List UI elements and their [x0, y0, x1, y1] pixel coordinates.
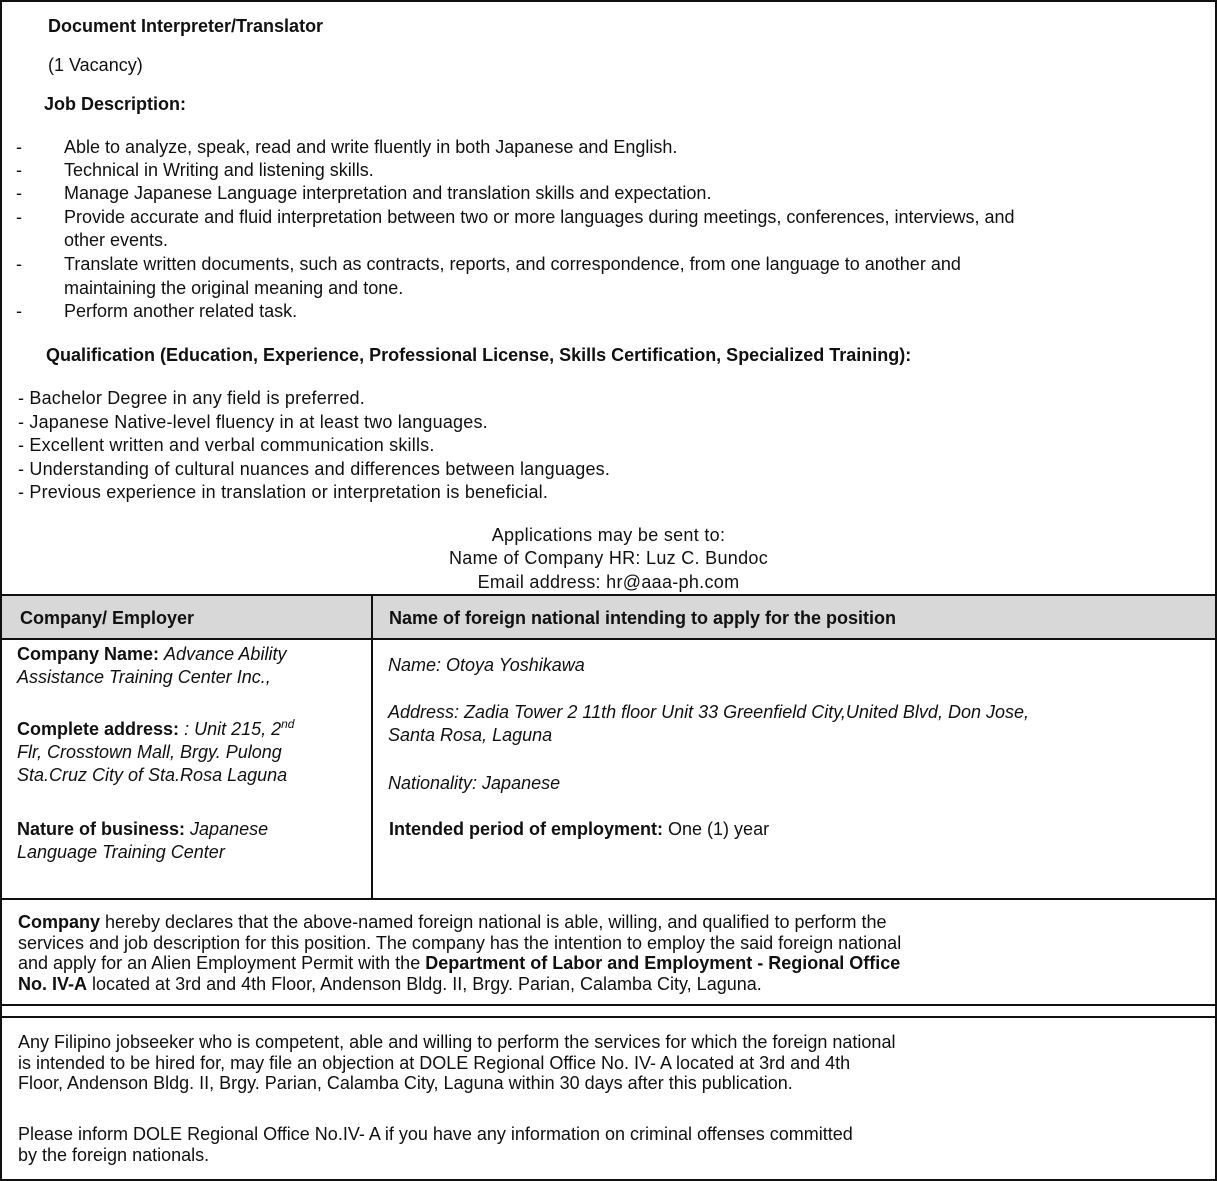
notice-line: is intended to be hired for, may file an objection at DOLE Regional Office No. IV- A located at 3rd and 4th — [18, 1052, 851, 1073]
list-item: - Japanese Native-level fluency in at least two languages. — [18, 412, 488, 432]
table-header-row — [2, 596, 1215, 640]
job-title: Document Interpreter/Translator — [48, 16, 324, 36]
inform-notice — [18, 1124, 1198, 1165]
job-description-heading: Job Description: — [44, 94, 187, 114]
department-name-cont: No. IV-A — [18, 973, 88, 994]
declaration-line: services and job description for this position. The company has the intention to employ the said foreign national — [18, 932, 902, 953]
company-name-label: Company Name: — [17, 644, 160, 664]
address-label: Complete address: — [17, 719, 180, 739]
list-item: - Understanding of cultural nuances and differences between languages. — [18, 459, 611, 479]
employer-table — [2, 594, 1215, 901]
bullet-dash: - — [16, 301, 22, 321]
bullet-dash: - — [16, 160, 22, 180]
declaration-line: and apply for an Alien Employment Permit with the — [18, 953, 426, 973]
notice-line: Any Filipino jobseeker who is competent, able and willing to perform the services for which the foreign national — [18, 1032, 896, 1052]
job-details-section — [2, 2, 1215, 594]
company-name-value-cont: Assistance Training Center Inc., — [17, 667, 271, 687]
bullet-dash: - — [16, 254, 22, 274]
declaration-line: hereby declares that the above-named foreign national is able, willing, and qualified to perform the — [100, 912, 887, 932]
declaration-line: located at 3rd and 4th Floor, Andenson Bldg. II, Brgy. Parian, Calamba City, Laguna. — [87, 973, 762, 994]
list-item-text: Able to analyze, speak, read and write fluently in both Japanese and English. — [64, 137, 678, 157]
objection-notice — [18, 1032, 1198, 1094]
list-item-text: Perform another related task. — [64, 301, 298, 321]
company-name-value: Advance Ability — [164, 644, 287, 664]
application-intro: Applications may be sent to: — [491, 525, 726, 545]
bullet-dash: - — [16, 183, 22, 203]
business-label: Nature of business: — [17, 819, 186, 839]
notice-line: Please inform DOLE Regional Office No.IV- A if you have any information on criminal offenses committed — [18, 1124, 853, 1144]
fn-address-line: Santa Rosa, Laguna — [388, 725, 553, 745]
list-item: - Excellent written and verbal communication skills. — [18, 435, 435, 455]
notice-section — [2, 1016, 1215, 1181]
notice-line: by the foreign nationals. — [18, 1144, 210, 1165]
company-address-field — [17, 713, 369, 787]
address-value-cont: Flr, Crosstown Mall, Brgy. Pulong — [17, 742, 282, 762]
company-word: Company — [18, 912, 101, 932]
qualification-heading: Qualification (Education, Experience, Professional License, Skills Certification, Specialized Training): — [46, 345, 912, 365]
list-item-text: Translate written documents, such as contracts, reports, and correspondence, from one language to another and — [64, 254, 961, 274]
column-header-foreign-national: Name of foreign national intending to apply for the position — [389, 608, 896, 628]
hr-email: Email address: hr@aaa-ph.com — [477, 572, 740, 592]
list-item: - Previous experience in translation or interpretation is beneficial. — [18, 482, 549, 502]
period-value: One (1) year — [668, 819, 770, 839]
declaration-text — [18, 912, 1198, 994]
notice-line: Floor, Andenson Bldg. II, Brgy. Parian, Calamba City, Laguna within 30 days after this publication. — [18, 1073, 793, 1093]
address-value-cont: Sta.Cruz City of Sta.Rosa Laguna — [17, 765, 288, 785]
company-name-field — [17, 643, 367, 689]
list-item-text: other events. — [64, 230, 169, 250]
department-name: Department of Labor and Employment - Regional Office — [425, 953, 901, 973]
period-label: Intended period of employment: — [389, 819, 664, 839]
business-value-cont: Language Training Center — [17, 842, 225, 862]
column-divider — [371, 596, 373, 899]
list-item: - Bachelor Degree in any field is preferred. — [18, 388, 365, 408]
list-item-text: Manage Japanese Language interpretation and translation skills and expectation. — [64, 183, 712, 203]
address-superscript: nd — [281, 717, 295, 731]
nature-of-business-field — [17, 818, 367, 864]
bullet-dash: - — [16, 207, 22, 227]
list-item-text: Technical in Writing and listening skills. — [64, 160, 374, 180]
fn-address-line: Address: Zadia Tower 2 11th floor Unit 33 Greenfield City,United Blvd, Don Jose, — [388, 702, 1029, 722]
foreign-national-address — [388, 701, 1208, 747]
column-header-employer: Company/ Employer — [20, 608, 195, 628]
business-value: Japanese — [190, 819, 269, 839]
bullet-dash: - — [16, 137, 22, 157]
vacancy-count: (1 Vacancy) — [48, 55, 143, 75]
foreign-national-name: Name: Otoya Yoshikawa — [388, 655, 585, 675]
declaration-section — [2, 898, 1215, 1006]
address-value: : Unit 215, 2 — [184, 719, 282, 739]
list-item-text: Provide accurate and fluid interpretation between two or more languages during meetings, conferences, interviews, and — [64, 207, 1015, 227]
foreign-national-nationality: Nationality: Japanese — [388, 773, 561, 793]
employment-period-field — [389, 818, 769, 841]
hr-contact-name: Name of Company HR: Luz C. Bundoc — [448, 548, 769, 568]
list-item-text: maintaining the original meaning and tone. — [64, 278, 404, 298]
